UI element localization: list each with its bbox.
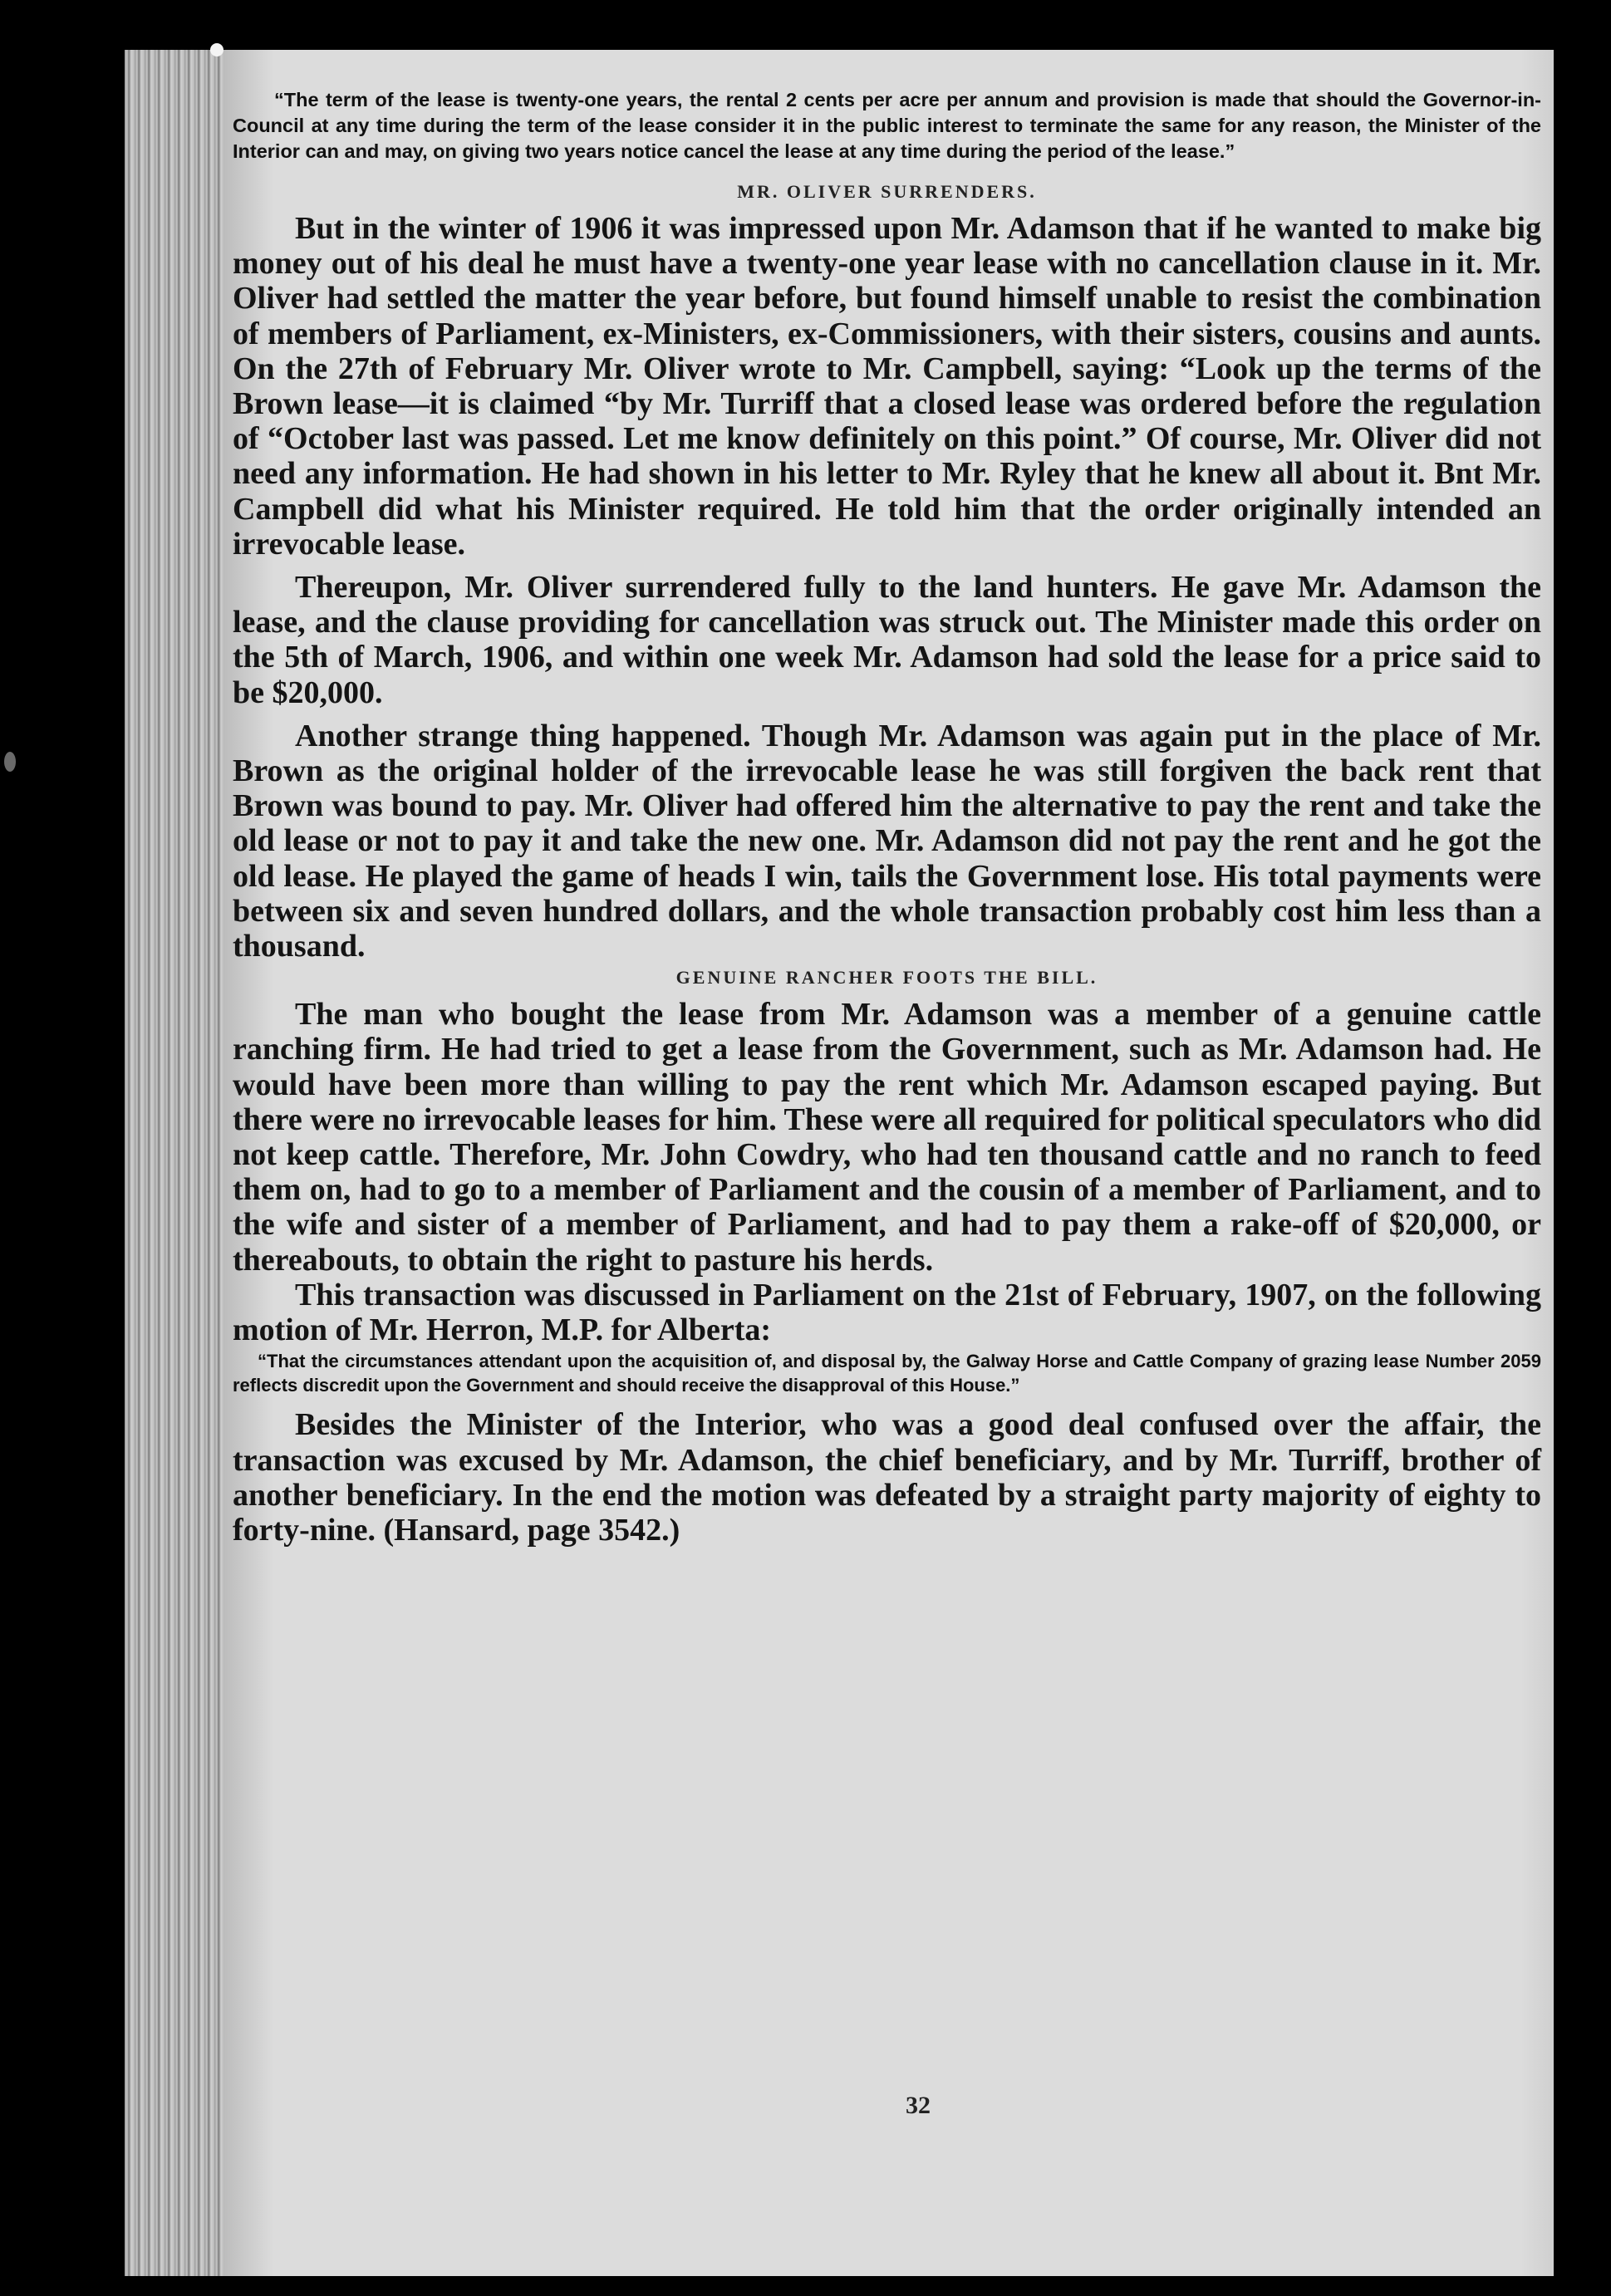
section-heading-oliver-surrenders: MR. OLIVER SURRENDERS.: [737, 181, 1037, 202]
opening-quote: “The term of the lease is twenty-one years, the rental 2 cents per acre per annum and provision is made that should the Governor-in-Council at any time during the term of the lease consider it in the public interest to terminate the same for any reason, the Minister of the Interior can and may, on giving two years notice cancel the lease at any time during the period of the lease.”: [233, 89, 1541, 162]
scan-speck: [210, 43, 223, 56]
body-paragraph: The man who bought the lease from Mr. Adamson was a member of a genuine cattle ranching firm. He had tried to get a lease from the Government, such as Mr. Adamson had. He would have been more than willing to pay the rent which Mr. Adamson escaped paying. But there were no irrevocable leases for him. These were all required for political speculators who did not keep cattle. Therefore, Mr. John Cowdry, who had ten thousand cattle and no ranch to feed them on, had to go to a member of Parliament and the cousin of a member of Parliament, and to the wife and sister of a member of Parliament, and had to pay them a rake-off of $20,000, or thereabouts, to obtain the right to pasture his herds.: [233, 997, 1541, 1278]
body-paragraph: Thereupon, Mr. Oliver surrendered fully to the land hunters. He gave Mr. Adamson the lease, and the clause providing for cancellation was struck out. The Minister made this order on the 5th of March, 1906, and within one week Mr. Adamson had sold the lease for a price said to be $20,000.: [233, 570, 1541, 710]
page-text: [233, 87, 1541, 1548]
body-paragraph: This transaction was discussed in Parliament on the 21st of February, 1907, on the following motion of Mr. Herron, M.P. for Alberta:: [233, 1277, 1541, 1348]
body-paragraph: Another strange thing happened. Though Mr. Adamson was again put in the place of Mr. Brown as the original holder of the irrevocable lease he was still forgiven the back rent that Brown was bound to pay. Mr. Oliver had offered him the alternative to pay the rent and take the old lease or not to pay it and take the new one. Mr. Adamson did not pay the rent and he got the old lease. He played the game of heads I win, tails the Government lose. His total payments were between six and seven hundred dollars, and the whole transaction probably cost him less than a thousand.: [233, 718, 1541, 964]
page-binding-edge: [125, 50, 224, 2276]
page-number: 32: [906, 2092, 931, 2119]
motion-quote: “That the circumstances attendant upon the acquisition of, and disposal by, the Galway Horse and Cattle Company of grazing lease Number 2059 reflects discredit upon the Government and should receive the disapproval of this House.”: [233, 1351, 1541, 1396]
scan-speck: [4, 752, 16, 772]
body-paragraph: Besides the Minister of the Interior, who was a good deal confused over the affair, the transaction was excused by Mr. Adamson, the chief beneficiary, and by Mr. Turriff, brother of another beneficiary. In the end the motion was defeated by a straight party majority of eighty to forty-nine. (Hansard, page 3542.): [233, 1407, 1541, 1548]
body-paragraph: But in the winter of 1906 it was impressed upon Mr. Adamson that if he wanted to make big money out of his deal he must have a twenty-one year lease with no cancellation clause in it. Mr. Oliver had settled the matter the year before, but found himself unable to resist the combination of members of Parliament, ex-Ministers, ex-Commissioners, with their sisters, cousins and aunts. On the 27th of February Mr. Oliver wrote to Mr. Campbell, saying: “Look up the terms of the Brown lease—it is claimed “by Mr. Turriff that a closed lease was ordered before the regulation of “October last was passed. Let me know definitely on this point.” Of course, Mr. Oliver did not need any information. He had shown in his letter to Mr. Ryley that he knew all about it. Bnt Mr. Campbell did what his Minister required. He told him that the order originally intended an irrevocable lease.: [233, 211, 1541, 562]
section-heading-genuine-rancher: GENUINE RANCHER FOOTS THE BILL.: [675, 967, 1098, 989]
